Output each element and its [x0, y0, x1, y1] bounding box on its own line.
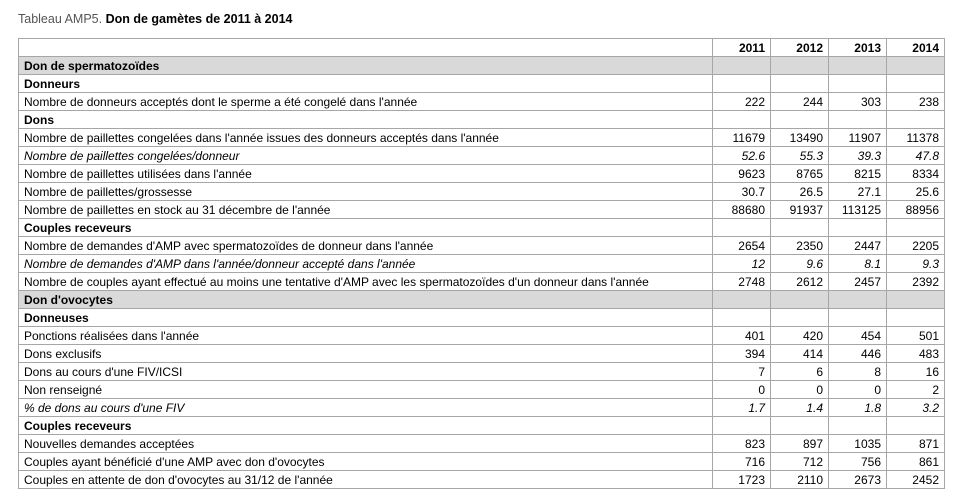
table-title	[18, 11, 293, 27]
value-cell: 756	[829, 453, 887, 471]
value-cell: 861	[887, 453, 945, 471]
empty-cell	[771, 111, 829, 129]
empty-cell	[887, 57, 945, 75]
empty-cell	[829, 417, 887, 435]
value-cell: 1.8	[829, 399, 887, 417]
empty-cell	[771, 75, 829, 93]
value-cell: 244	[771, 93, 829, 111]
value-cell: 394	[713, 345, 771, 363]
value-cell: 823	[713, 435, 771, 453]
row-label: Nombre de donneurs acceptés dont le sperme a été congelé dans l'année	[19, 93, 713, 111]
row-label: Nombre de paillettes en stock au 31 décembre de l'année	[19, 201, 713, 219]
table-row	[19, 435, 945, 453]
empty-cell	[713, 75, 771, 93]
value-cell: 11679	[713, 129, 771, 147]
header-empty-cell	[19, 39, 713, 57]
value-cell: 2447	[829, 237, 887, 255]
value-cell: 8	[829, 363, 887, 381]
empty-cell	[771, 291, 829, 309]
empty-cell	[829, 291, 887, 309]
subsection-row	[19, 417, 945, 435]
value-cell: 2	[887, 381, 945, 399]
value-cell: 88956	[887, 201, 945, 219]
value-cell: 2350	[771, 237, 829, 255]
value-cell: 16	[887, 363, 945, 381]
value-cell: 401	[713, 327, 771, 345]
subsection-label: Donneurs	[19, 75, 713, 93]
value-cell: 12	[713, 255, 771, 273]
value-cell: 483	[887, 345, 945, 363]
value-cell: 27.1	[829, 183, 887, 201]
row-label: Nombre de demandes d'AMP dans l'année/donneur accepté dans l'année	[19, 255, 713, 273]
row-label: Nombre de couples ayant effectué au moins une tentative d'AMP avec les spermatozoïdes d'un donneur dans l'année	[19, 273, 713, 291]
section-row	[19, 291, 945, 309]
table-row	[19, 345, 945, 363]
value-cell: 8215	[829, 165, 887, 183]
value-cell: 222	[713, 93, 771, 111]
value-cell: 9623	[713, 165, 771, 183]
value-cell: 238	[887, 93, 945, 111]
section-label: Don d'ovocytes	[19, 291, 713, 309]
table-row	[19, 363, 945, 381]
year-header: 2014	[887, 39, 945, 57]
value-cell: 8765	[771, 165, 829, 183]
value-cell: 0	[713, 381, 771, 399]
value-cell: 2392	[887, 273, 945, 291]
year-header: 2012	[771, 39, 829, 57]
value-cell: 55.3	[771, 147, 829, 165]
subsection-label: Dons	[19, 111, 713, 129]
value-cell: 420	[771, 327, 829, 345]
empty-cell	[713, 291, 771, 309]
gamete-donation-table	[18, 38, 945, 489]
subsection-row	[19, 309, 945, 327]
table-row	[19, 471, 945, 489]
empty-cell	[887, 219, 945, 237]
header-row	[19, 39, 945, 57]
value-cell: 9.3	[887, 255, 945, 273]
empty-cell	[829, 111, 887, 129]
value-cell: 871	[887, 435, 945, 453]
value-cell: 1723	[713, 471, 771, 489]
row-label: % de dons au cours d'une FIV	[19, 399, 713, 417]
value-cell: 30.7	[713, 183, 771, 201]
table-row	[19, 273, 945, 291]
value-cell: 2457	[829, 273, 887, 291]
table-row	[19, 129, 945, 147]
empty-cell	[829, 309, 887, 327]
value-cell: 3.2	[887, 399, 945, 417]
value-cell: 47.8	[887, 147, 945, 165]
empty-cell	[829, 75, 887, 93]
empty-cell	[887, 111, 945, 129]
empty-cell	[771, 309, 829, 327]
empty-cell	[829, 57, 887, 75]
table-row	[19, 327, 945, 345]
table-row	[19, 147, 945, 165]
row-label: Nouvelles demandes acceptées	[19, 435, 713, 453]
table-row	[19, 453, 945, 471]
row-label: Nombre de paillettes utilisées dans l'année	[19, 165, 713, 183]
empty-cell	[713, 417, 771, 435]
section-row	[19, 57, 945, 75]
row-label: Nombre de paillettes congelées dans l'année issues des donneurs acceptés dans l'année	[19, 129, 713, 147]
value-cell: 9.6	[771, 255, 829, 273]
empty-cell	[887, 309, 945, 327]
value-cell: 2654	[713, 237, 771, 255]
subsection-label: Couples receveurs	[19, 219, 713, 237]
value-cell: 712	[771, 453, 829, 471]
value-cell: 414	[771, 345, 829, 363]
empty-cell	[713, 219, 771, 237]
value-cell: 25.6	[887, 183, 945, 201]
value-cell: 8334	[887, 165, 945, 183]
empty-cell	[829, 219, 887, 237]
value-cell: 446	[829, 345, 887, 363]
empty-cell	[713, 57, 771, 75]
section-label: Don de spermatozoïdes	[19, 57, 713, 75]
value-cell: 1.4	[771, 399, 829, 417]
year-header: 2011	[713, 39, 771, 57]
row-label: Ponctions réalisées dans l'année	[19, 327, 713, 345]
table-number: Tableau AMP5.	[18, 12, 103, 26]
value-cell: 454	[829, 327, 887, 345]
table-body	[19, 39, 945, 489]
empty-cell	[771, 417, 829, 435]
value-cell: 2205	[887, 237, 945, 255]
value-cell: 113125	[829, 201, 887, 219]
value-cell: 26.5	[771, 183, 829, 201]
value-cell: 91937	[771, 201, 829, 219]
row-label: Couples ayant bénéficié d'une AMP avec don d'ovocytes	[19, 453, 713, 471]
subsection-label: Donneuses	[19, 309, 713, 327]
value-cell: 716	[713, 453, 771, 471]
empty-cell	[771, 219, 829, 237]
table-row	[19, 255, 945, 273]
row-label: Non renseigné	[19, 381, 713, 399]
subsection-row	[19, 75, 945, 93]
value-cell: 39.3	[829, 147, 887, 165]
value-cell: 6	[771, 363, 829, 381]
value-cell: 2612	[771, 273, 829, 291]
row-label: Nombre de demandes d'AMP avec spermatozoïdes de donneur dans l'année	[19, 237, 713, 255]
table-caption: Don de gamètes de 2011 à 2014	[105, 12, 293, 26]
value-cell: 7	[713, 363, 771, 381]
table-row	[19, 93, 945, 111]
empty-cell	[771, 57, 829, 75]
subsection-row	[19, 111, 945, 129]
value-cell: 11907	[829, 129, 887, 147]
table-row	[19, 381, 945, 399]
empty-cell	[887, 75, 945, 93]
value-cell: 0	[771, 381, 829, 399]
value-cell: 0	[829, 381, 887, 399]
value-cell: 2452	[887, 471, 945, 489]
table-row	[19, 183, 945, 201]
empty-cell	[887, 417, 945, 435]
row-label: Nombre de paillettes congelées/donneur	[19, 147, 713, 165]
value-cell: 88680	[713, 201, 771, 219]
value-cell: 1035	[829, 435, 887, 453]
value-cell: 13490	[771, 129, 829, 147]
table-row	[19, 201, 945, 219]
value-cell: 303	[829, 93, 887, 111]
row-label: Dons exclusifs	[19, 345, 713, 363]
year-header: 2013	[829, 39, 887, 57]
value-cell: 1.7	[713, 399, 771, 417]
empty-cell	[713, 309, 771, 327]
value-cell: 2748	[713, 273, 771, 291]
value-cell: 501	[887, 327, 945, 345]
table-row	[19, 165, 945, 183]
empty-cell	[887, 291, 945, 309]
table-row	[19, 399, 945, 417]
value-cell: 52.6	[713, 147, 771, 165]
value-cell: 2110	[771, 471, 829, 489]
value-cell: 2673	[829, 471, 887, 489]
table-row	[19, 237, 945, 255]
subsection-label: Couples receveurs	[19, 417, 713, 435]
row-label: Dons au cours d'une FIV/ICSI	[19, 363, 713, 381]
value-cell: 8.1	[829, 255, 887, 273]
value-cell: 11378	[887, 129, 945, 147]
row-label: Couples en attente de don d'ovocytes au 31/12 de l'année	[19, 471, 713, 489]
subsection-row	[19, 219, 945, 237]
value-cell: 897	[771, 435, 829, 453]
row-label: Nombre de paillettes/grossesse	[19, 183, 713, 201]
empty-cell	[713, 111, 771, 129]
